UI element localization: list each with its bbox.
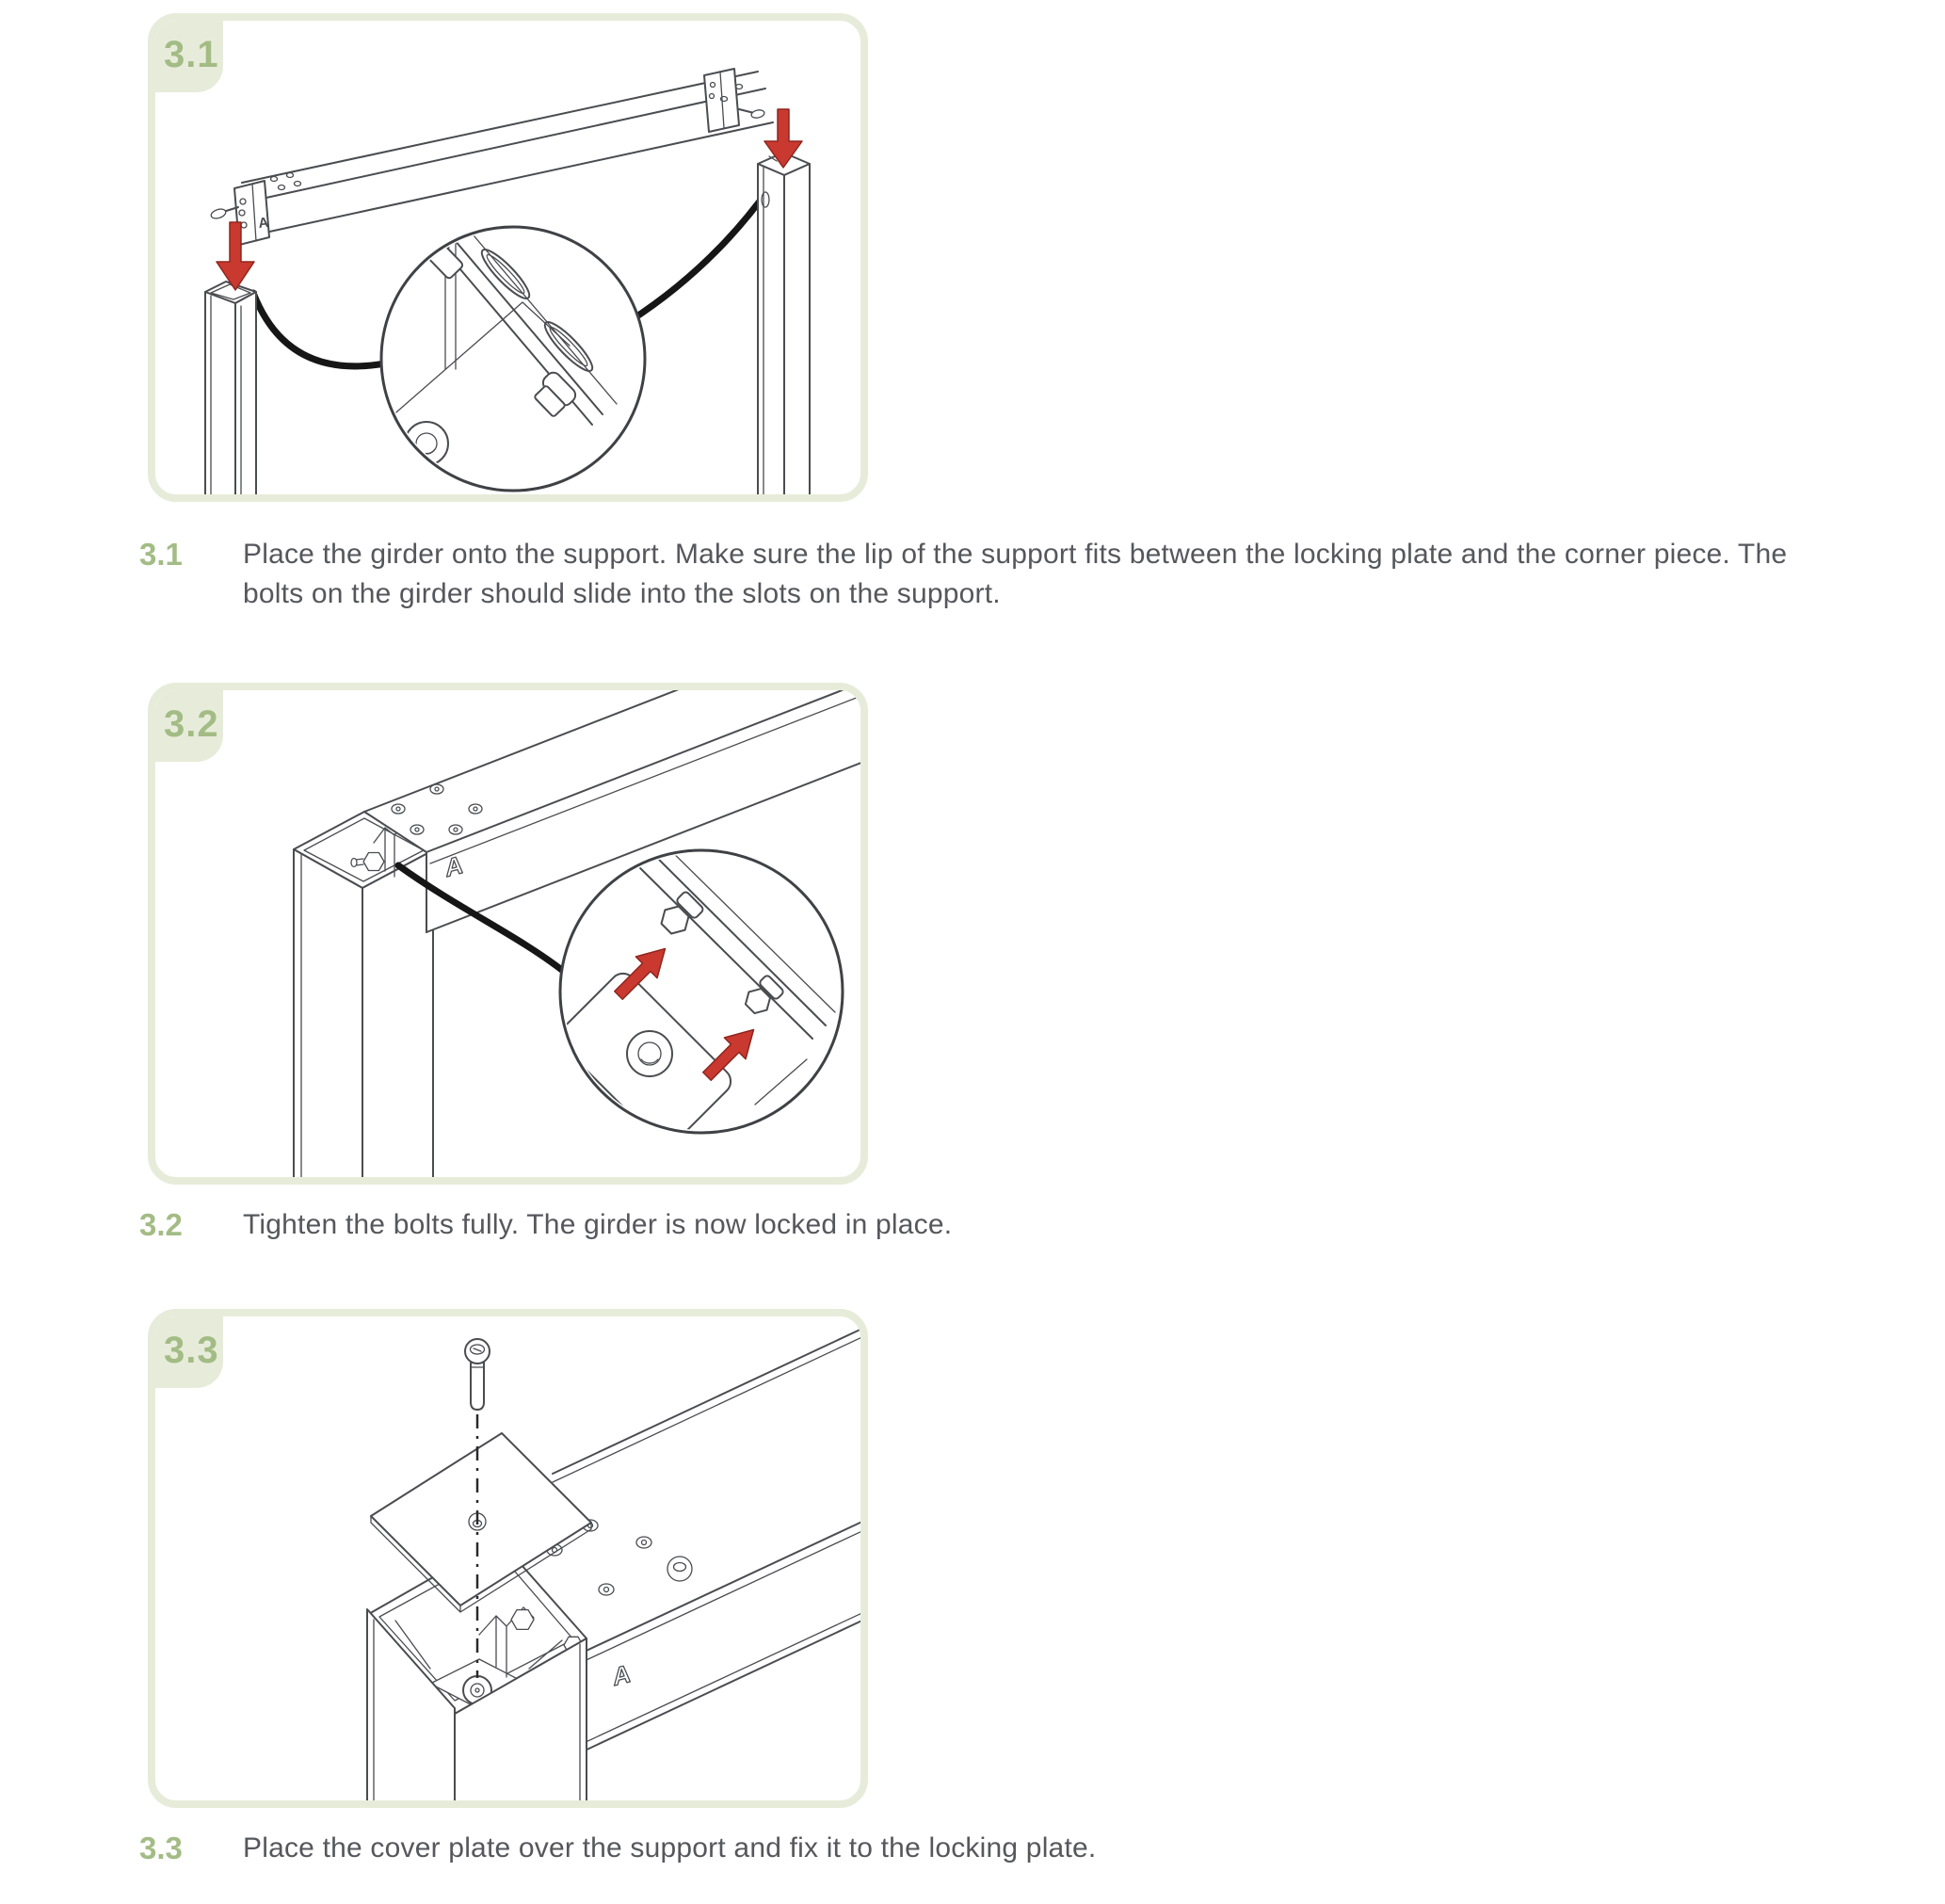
girder: [547, 1327, 866, 1759]
support-post-left: [205, 282, 256, 502]
magnifier-circle: [381, 227, 645, 491]
caption-text: Tighten the bolts fully. The girder is now locked in place.: [243, 1209, 953, 1240]
bracket-bolt: [511, 1610, 534, 1630]
step-panel-3-1: [148, 13, 868, 502]
girder: [210, 69, 773, 245]
part-label-a: A: [442, 850, 466, 882]
leader-swoosh-right: [630, 188, 769, 321]
caption-step-number: 3.2: [139, 1207, 183, 1242]
step-panel-3-2: [148, 683, 868, 1185]
figure-cover-plate: [148, 1309, 868, 1808]
caption-step-number: 3.1: [139, 537, 183, 572]
support-post: [294, 812, 433, 1185]
step-number: 3.3: [164, 1330, 219, 1371]
part-label-a: A: [257, 214, 270, 232]
step-number: 3.1: [164, 34, 219, 75]
support-post-right: [758, 153, 810, 502]
figure-bolt-tightening: [148, 683, 868, 1185]
caption-step-number: 3.3: [139, 1831, 183, 1865]
step-tab: [148, 1309, 223, 1388]
step-caption-3-3: [139, 1829, 1824, 1868]
cover-screw-hole: [667, 1557, 692, 1581]
leader-swoosh-left: [253, 293, 385, 366]
step-caption-3-1: [139, 535, 1824, 614]
cover-screw: [465, 1339, 490, 1410]
caption-text: Place the cover plate over the support and fix it to the locking plate.: [243, 1832, 1097, 1864]
step-tab: [148, 13, 223, 92]
figure-girder-placement: [148, 13, 868, 502]
step-tab: [148, 683, 223, 762]
step-number: 3.2: [164, 703, 219, 745]
caption-text: Place the girder onto the support. Make sure the lip of the support fits between the locking plate and the corner piece. The bolts on the girder should slide into the slots on the support.: [243, 539, 1788, 609]
part-label-a: A: [609, 1659, 634, 1691]
step-caption-3-2: [139, 1205, 1824, 1245]
cover-plate: [371, 1433, 591, 1612]
step-panel-3-3: [148, 1309, 868, 1808]
